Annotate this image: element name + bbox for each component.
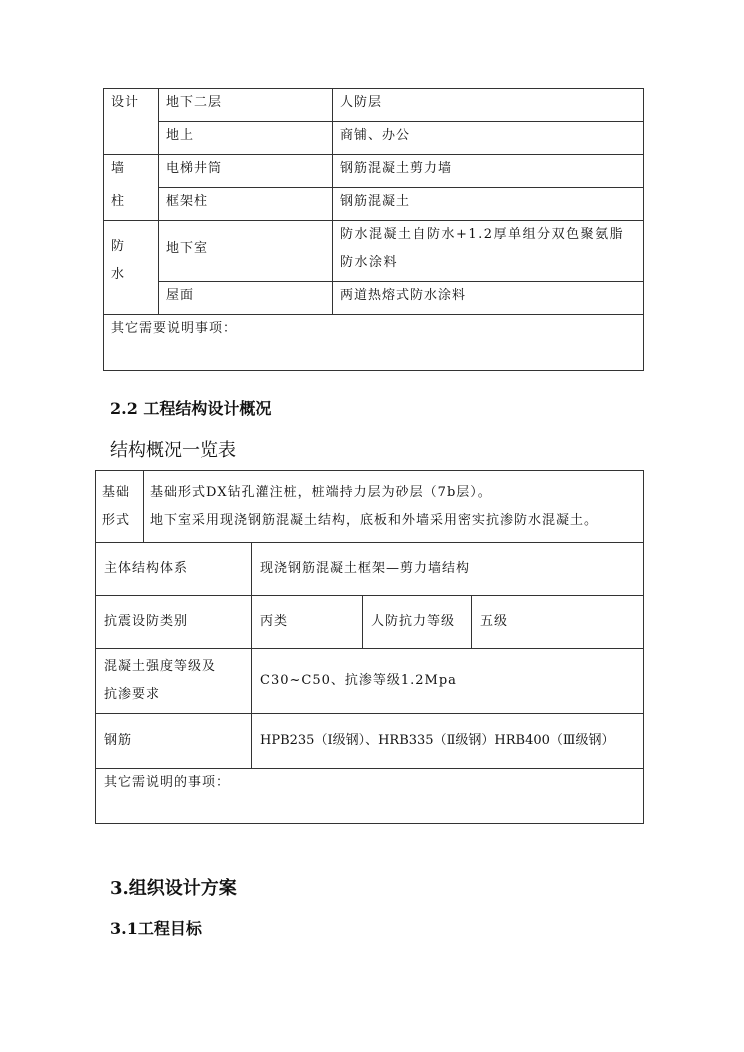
foundation-value	[144, 471, 644, 543]
notes-cell: 其它需说明的事项：	[96, 769, 644, 824]
civil-defense-value: 五级	[472, 596, 644, 649]
foundation-line-2: 地下室采用现浇钢筋混凝土结构，底板和外墙采用密实抗渗防水混凝土。	[150, 512, 599, 528]
wall-label-1: 墙	[104, 155, 159, 188]
waterproof-label-1: 防	[111, 239, 126, 254]
concrete-label	[96, 649, 252, 714]
table-caption: 结构概况一览表	[110, 440, 236, 461]
cell: 人防层	[333, 89, 644, 122]
section-heading-3-1: 3.1工程目标	[110, 919, 202, 938]
seismic-value: 丙类	[252, 596, 363, 649]
concrete-label-2: 抗渗要求	[104, 687, 161, 702]
notes-cell: 其它需要说明事项：	[104, 315, 644, 371]
cell: 框架柱	[159, 188, 333, 221]
main-structure-value: 现浇钢筋混凝土框架—剪力墙结构	[252, 543, 644, 596]
rebar-value: HPB235（Ⅰ级钢）、HRB335（Ⅱ级钢）HRB400（Ⅲ级钢）	[252, 714, 644, 769]
seismic-label: 抗震设防类别	[96, 596, 252, 649]
cell: 电梯井筒	[159, 155, 333, 188]
design-label: 设计	[104, 89, 159, 155]
section-heading-2-2: 2.2 工程结构设计概况	[110, 399, 272, 418]
cell: 钢筋混凝土剪力墙	[333, 155, 644, 188]
foundation-label	[96, 471, 144, 543]
concrete-label-1: 混凝土强度等级及	[104, 659, 217, 674]
main-structure-label: 主体结构体系	[96, 543, 252, 596]
cell: 两道热熔式防水涂料	[333, 282, 644, 315]
cell: 地下室	[159, 221, 333, 282]
cell: 商铺、办公	[333, 122, 644, 155]
section-heading-3: 3.组织设计方案	[110, 878, 237, 899]
foundation-label-1: 基础	[102, 484, 131, 500]
foundation-label-2: 形式	[102, 512, 131, 528]
building-overview-table	[103, 88, 644, 371]
cell: 地上	[159, 122, 333, 155]
foundation-line-1: 基础形式DX钻孔灌注桩，桩端持力层为砂层（7b层）。	[150, 484, 492, 500]
cell: 屋面	[159, 282, 333, 315]
waterproof-label-2: 水	[111, 267, 126, 282]
concrete-value: C30~C50、抗渗等级1.2Mpa	[252, 649, 644, 714]
cell: 防水混凝土自防水+1.2厚单组分双色聚氨脂防水涂料	[333, 221, 644, 282]
wall-label-2: 柱	[104, 188, 159, 221]
cell: 地下二层	[159, 89, 333, 122]
waterproof-label	[104, 221, 159, 315]
civil-defense-label: 人防抗力等级	[363, 596, 472, 649]
cell: 钢筋混凝土	[333, 188, 644, 221]
structure-overview-table	[95, 470, 644, 824]
rebar-label: 钢筋	[96, 714, 252, 769]
